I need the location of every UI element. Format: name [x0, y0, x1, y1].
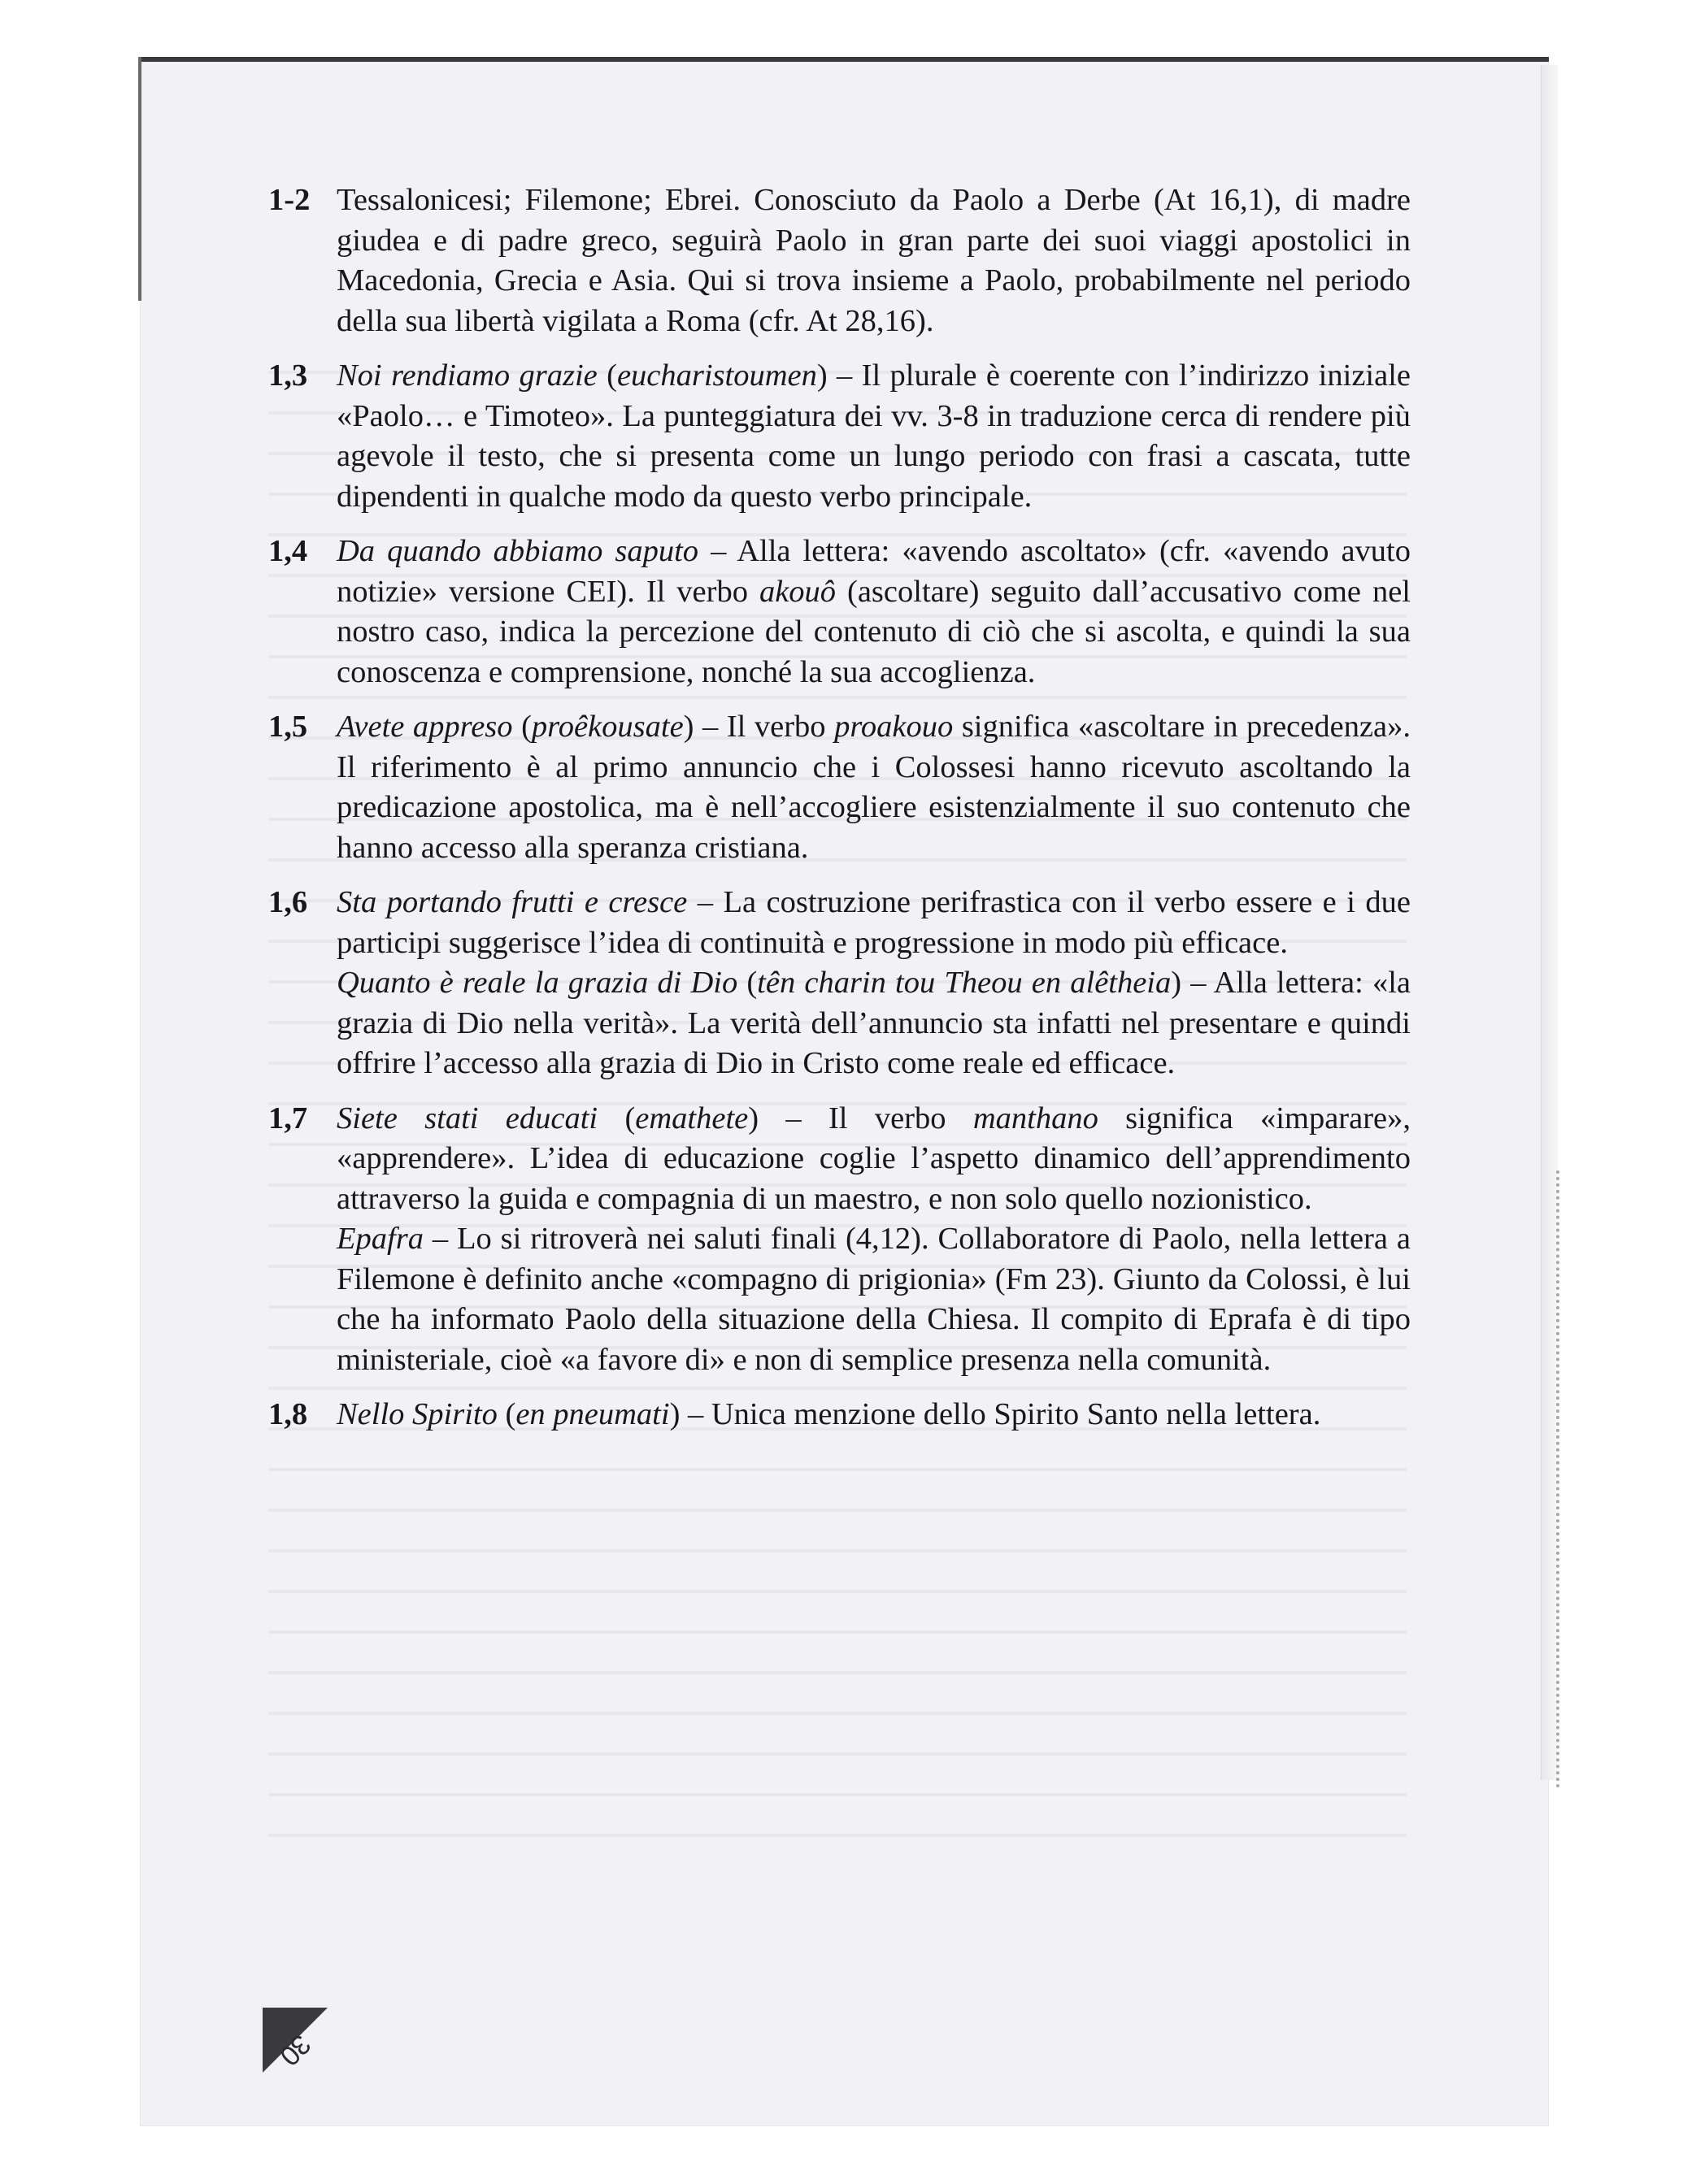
- note-reference: 1,4: [268, 534, 308, 568]
- note-reference: 1,5: [268, 710, 308, 744]
- lemma-text: Quanto è reale la grazia di Dio: [337, 966, 738, 1000]
- note-block: [268, 180, 1411, 341]
- lemma-text: Da quando abbiamo saputo: [337, 534, 699, 568]
- note-text: (: [598, 1101, 636, 1135]
- notes-column: [268, 180, 1411, 1450]
- note-reference: 1,8: [268, 1397, 308, 1431]
- note-text: (: [497, 1397, 516, 1431]
- note-block: [268, 532, 1411, 693]
- note-block: [268, 356, 1411, 517]
- note-reference: 1,7: [268, 1101, 308, 1135]
- lemma-text: tên charin tou Theou en alêtheia: [757, 966, 1172, 1000]
- note-text: (: [512, 710, 532, 744]
- lemma-text: Siete stati educati: [337, 1101, 598, 1135]
- note-block: [268, 1395, 1411, 1435]
- lemma-text: Nello Spirito: [337, 1397, 498, 1431]
- note-paragraph: [337, 532, 1411, 693]
- lemma-text: proêkousate: [531, 710, 684, 744]
- note-paragraph: [337, 1099, 1411, 1220]
- note-paragraph: [337, 883, 1411, 963]
- page-left-edge: [138, 57, 141, 301]
- background-margin: [1557, 49, 1683, 2184]
- note-text: ) – Unica menzione dello Spirito Santo nella lettera.: [669, 1397, 1321, 1431]
- note-text: Tessalonicesi; Filemone; Ebrei. Conosciuto da Paolo a Derbe (At 16,1), di madre giudea e di padre greco, seguirà Paolo in gran parte dei suoi viaggi apostolici in Macedonia, Grecia e Asia. Qui si trova insieme a Paolo, probabilmente nel periodo della sua libertà vigilata a Roma (cfr. At 28,16).: [337, 183, 1411, 338]
- lemma-text: eucharistoumen: [616, 358, 817, 393]
- note-block: [268, 883, 1411, 1084]
- lemma-text: akouô: [759, 574, 837, 609]
- note-text: ) – Il plurale è coerente con l’indirizzo iniziale «Paolo… e Timoteo». La punteggiatura dei vv. 3-8 in traduzione cerca di rendere più agevole il testo, che si presenta come un lungo periodo con frasi a cascata, tutte dipendenti in qualche modo da questo verbo principale.: [337, 358, 1411, 514]
- lemma-text: proakouo: [834, 710, 954, 744]
- note-text: ) – Alla lettera: «la grazia di Dio nella verità». La verità dell’annuncio sta infatti nel presentare e quindi offrire l’accesso alla grazia di Dio in Cristo come reale ed efficace.: [337, 966, 1411, 1080]
- lemma-text: Epafra: [337, 1222, 424, 1256]
- lemma-text: en pneumati: [515, 1397, 670, 1431]
- note-text: ) – Il verbo: [683, 710, 835, 744]
- note-paragraph: [337, 180, 1411, 341]
- note-paragraph: [337, 356, 1411, 517]
- note-block: [268, 1099, 1411, 1381]
- note-paragraph: [337, 707, 1411, 868]
- page-binding-edge: [1545, 1170, 1559, 1788]
- lemma-text: Sta portando frutti e cresce: [337, 885, 688, 919]
- note-reference: 1-2: [268, 183, 311, 217]
- lemma-text: emathete: [635, 1101, 749, 1135]
- note-paragraph: [337, 963, 1411, 1084]
- note-reference: 1,3: [268, 358, 308, 393]
- note-text: (: [597, 358, 617, 393]
- lemma-text: Noi rendiamo grazie: [337, 358, 598, 393]
- note-reference: 1,6: [268, 885, 308, 919]
- lemma-text: manthano: [972, 1101, 1098, 1135]
- note-text: – La costruzione perifrastica con il verbo essere e i due participi suggerisce l’idea di continuità e progressione in modo più efficace.: [337, 885, 1411, 960]
- note-text: (ascoltare) seguito dall’accusativo come nel nostro caso, indica la percezione del contenuto di ciò che si ascolta, e quindi la sua conoscenza e comprensione, nonché la sua accoglienza.: [337, 574, 1411, 689]
- note-text: (: [737, 966, 758, 1000]
- note-paragraph: [337, 1219, 1411, 1380]
- note-paragraph: [337, 1395, 1411, 1435]
- note-text: significa «ascoltare in precedenza». Il riferimento è al primo annuncio che i Colossesi hanno ricevuto ascoltando la predicazione apostolica, ma è nell’accogliere esistenzialmente il suo contenuto che hanno accesso alla speranza cristiana.: [337, 710, 1411, 865]
- note-text: ) – Il verbo: [748, 1101, 973, 1135]
- page-number: 30: [274, 2028, 317, 2071]
- note-text: – Alla lettera: «avendo ascoltato» (cfr. «avendo avuto notizie» versione CEI). Il verbo: [337, 534, 1411, 609]
- note-block: [268, 707, 1411, 868]
- note-text: significa «imparare», «apprendere». L’idea di educazione coglie l’aspetto dinamico dell’apprendimento attraverso la guida e compagnia di un maestro, e non solo quello nozionistico.: [337, 1101, 1411, 1216]
- note-text: – Lo si ritroverà nei saluti finali (4,12). Collaboratore di Paolo, nella lettera a Filemone è definito anche «compagno di prigionia» (Fm 23). Giunto da Colossi, è lui che ha informato Paolo della situazione della Chiesa. Il compito di Eprafa è di tipo ministeriale, cioè «a favore di» e non di semplice presenza nella comunità.: [337, 1222, 1411, 1377]
- lemma-text: Avete appreso: [337, 710, 513, 744]
